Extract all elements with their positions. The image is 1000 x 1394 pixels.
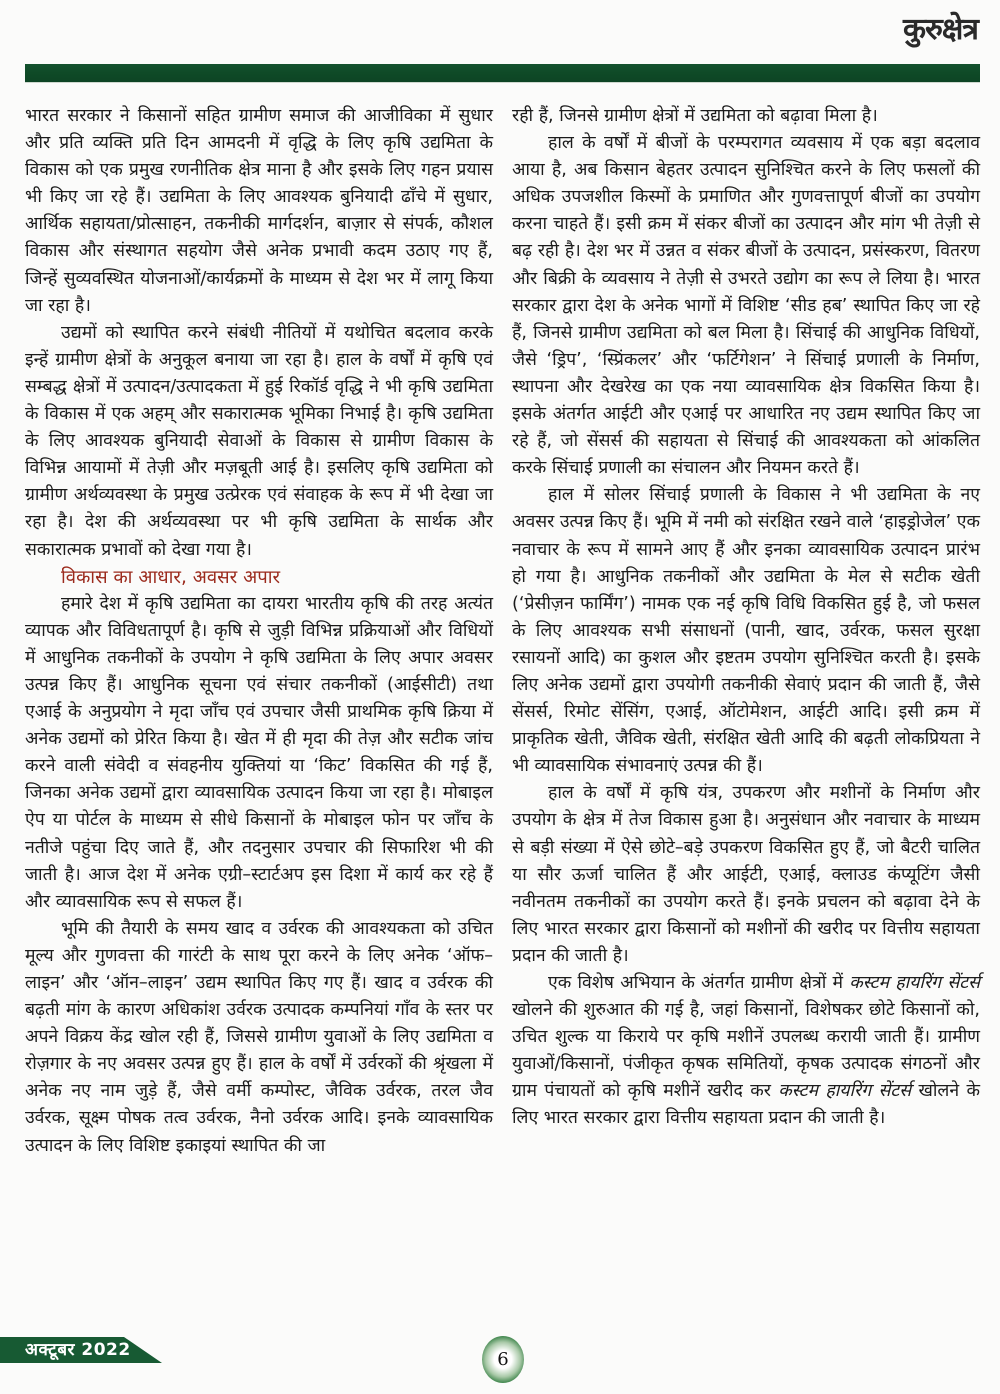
paragraph: हाल के वर्षों में बीजों के परम्परागत व्यवसाय में एक बड़ा बदलाव आया है, अब किसान बेहतर उत्पादन सुनिश्चित करने के लिए फसलों की अधिक उपजशील किस्मों के प्रमाणित और गुणवत्तापूर्ण बीजों का उपयोग करना चाहते हैं। इसी क्रम में संकर बीजों का उत्पादन और मांग भी तेज़ी से बढ़ रही है। देश भर में उन्नत व संकर बीजों के उत्पादन, प्रसंस्करण, वितरण और बिक्री के व्यवसाय ने तेज़ी से उभरते उद्योग का रूप ले लिया है। भारत सरकार द्वारा देश के अनेक भागों में विशिष्ट ‘सीड हब’ स्थापित किए जा रहे हैं, जिनसे ग्रामीण उद्यमिता को बल मिला है। सिंचाई की आधुनिक विधियों, जैसे ‘ड्रिप’, ‘स्प्रिंकलर’ और ‘फर्टिगेशन’ ने सिंचाई प्रणाली के निर्माण, स्थापना और देखरेख का एक नया व्यावसायिक क्षेत्र विकसित किया है। इसके अंतर्गत आईटी और एआई पर आधारित नए उद्यम स्थापित किए जा रहे हैं, जो सेंसर्स की सहायता से सिंचाई की आवश्यकता को आंकलित करके सिंचाई प्रणाली का संचालन और नियमन करते हैं। — [512, 133, 980, 479]
paragraph: भूमि की तैयारी के समय खाद व उर्वरक की आवश्यकता को उचित मूल्य और गुणवत्ता की गारंटी के साथ पूरा करने के लिए अनेक ‘ऑफ–लाइन’ और ‘ऑन–लाइन’ उद्यम स्थापित किए गए हैं। खाद व उर्वरक की बढ़ती मांग के कारण अधिकांश उर्वरक उत्पादक कम्पनियां गाँव के स्तर पर अपने विक्रय केंद्र खोल रही हैं, जिससे ग्रामीण युवाओं के लिए उद्यमिता व रोज़गार के नए अवसर उत्पन्न हुए हैं। हाल के वर्षों में उर्वरकों की श्रृंखला में अनेक नए नाम जुड़े हैं, जैसे वर्मी कम्पोस्ट, जैविक उर्वरक, तरल जैव उर्वरक, सूक्ष्म पोषक तत्व उर्वरक, नैनो उर्वरक आदि। इनके व्यावसायिक उत्पादन के लिए विशिष्ट इकाइयां स्थापित की जा — [25, 918, 493, 1156]
section-heading: विकास का आधार, अवसर अपार — [61, 566, 281, 588]
text-run: खोलने की शुरुआत की गई है, जहां किसानों, विशेषकर छोटे किसानों को, उचित शुल्क या किराये पर कृषि मशीनें उपलब्ध करायी जाती हैं। ग्रामीण युवाओं/किसानों, पंजीकृत कृषक समितियों, कृषक उत्पादक संगठनों और ग्राम पंचायतों को कृषि मशीनें खरीद कर — [512, 1000, 980, 1102]
paragraph-continuation: रही हैं, जिनसे ग्रामीण क्षेत्रों में उद्यमिता को बढ़ावा मिला है। — [512, 106, 878, 126]
italic-term: कस्टम हायरिंग सेंटर्स — [778, 1081, 912, 1102]
article-body — [25, 103, 980, 1160]
paragraph: भारत सरकार ने किसानों सहित ग्रामीण समाज की आजीविका में सुधार और प्रति व्यक्ति प्रति दिन आमदनी में वृद्धि के लिए कृषि उद्यमिता के विकास को एक प्रमुख रणनीतिक क्षेत्र माना है और इसके लिए गहन प्रयास भी किए जा रहे हैं। उद्यमिता के लिए आवश्यक बुनियादी ढाँचे में सुधार, आर्थिक सहायता/प्रोत्साहन, तकनीकी मार्गदर्शन, बाज़ार से संपर्क, कौशल विकास और संस्थागत सहयोग जैसे अनेक प्रभावी कदम उठाए गए हैं, जिन्हें सुव्यवस्थित योजनाओं/कार्यक्रमों के माध्यम से देश भर में लागू किया जा रहा है। — [25, 106, 493, 316]
right-column — [512, 103, 980, 1160]
italic-term: कस्टम हायरिंग सेंटर्स — [849, 973, 980, 993]
left-column — [25, 103, 493, 1160]
paragraph: हाल में सोलर सिंचाई प्रणाली के विकास ने भी उद्यमिता के नए अवसर उत्पन्न किए हैं। भूमि में नमी को संरक्षित रखने वाले ‘हाइड्रोजेल’ एक नवाचार के रूप में सामने आए हैं और इनका व्यावसायिक उत्पादन प्रारंभ हो गया है। आधुनिक तकनीकों और उद्यमिता के मेल से सटीक खेती (‘प्रेसीज़न फार्मिंग’) नामक एक नई कृषि विधि विकसित हुई है, जो फसल के लिए आवश्यक सभी संसाधनों (पानी, खाद, उर्वरक, फसल सुरक्षा रसायनों आदि) का कुशल और इष्टतम उपयोग सुनिश्चित करती है। इसके लिए अनेक उद्यमों द्वारा उपयोगी तकनीकी सेवाएं प्रदान की जाती हैं, जैसे सेंसर्स, रिमोट सेंसिंग, एआई, ऑटोमेशन, आईटी आदि। इसी क्रम में प्राकृतिक खेती, जैविक खेती, संरक्षित खेती आदि की बढ़ती लोकप्रियता ने भी व्यावसायिक संभावनाएं उत्पन्न की हैं। — [512, 485, 980, 777]
paragraph — [512, 970, 980, 1133]
page-number: 6 — [482, 1336, 524, 1383]
masthead-title: कुरुक्षेत्र — [902, 12, 978, 47]
paragraph: उद्यमों को स्थापित करने संबंधी नीतियों में यथोचित बदलाव करके इन्हें ग्रामीण क्षेत्रों के अनुकूल बनाया जा रहा है। हाल के वर्षों में कृषि एवं सम्बद्ध क्षेत्रों में उत्पादन/उत्पादकता में हुई रिकॉर्ड वृद्धि ने भी कृषि उद्यमिता के विकास में एक अहम् और सकारात्मक भूमिका निभाई है। कृषि उद्यमिता के लिए आवश्यक बुनियादी सेवाओं के विकास से ग्रामीण विकास के विभिन्न आयामों में तेज़ी और मज़बूती आई है। इसलिए कृषि उद्यमिता को ग्रामीण अर्थव्यवस्था के प्रमुख उत्प्रेरक एवं संवाहक के रूप में भी देखा जा रहा है। देश की अर्थव्यवस्था पर भी कृषि उद्यमिता के सार्थक और सकारात्मक प्रभावों को देखा गया है। — [25, 322, 493, 560]
paragraph: हाल के वर्षों में कृषि यंत्र, उपकरण और मशीनों के निर्माण और उपयोग के क्षेत्र में तेज विकास हुआ है। अनुसंधान और नवाचार के माध्यम से बड़ी संख्या में ऐसे छोटे–बड़े उपकरण विकसित हुए हैं, जो बैटरी चालित या सौर ऊर्जा चालित हैं और आईटी, एआई, क्लाउड कंप्यूटिंग जैसी नवीनतम तकनीकों का उपयोग करते हैं। इनके प्रचलन को बढ़ावा देने के लिए भारत सरकार द्वारा किसानों को मशीनों की खरीद पर वित्तीय सहायता प्रदान की जाती है। — [512, 783, 980, 966]
issue-date: अक्टूबर 2022 — [25, 1340, 131, 1360]
text-run: खोलने के लिए भारत सरकार द्वारा वित्तीय सहायता प्रदान की जाती है। — [512, 1081, 980, 1129]
header-green-band — [25, 64, 980, 82]
paragraph: हमारे देश में कृषि उद्यमिता का दायरा भारतीय कृषि की तरह अत्यंत व्यापक और विविधतापूर्ण है। कृषि से जुड़ी विभिन्न प्रक्रियाओं और विधियों में आधुनिक तकनीकों के उपयोग ने कृषि उद्यमिता के लिए अपार अवसर उत्पन्न किए हैं। आधुनिक सूचना एवं संचार तकनीकों (आईसीटी) तथा एआई के अनुप्रयोग ने मृदा जाँच एवं उपचार जैसी प्राथमिक कृषि क्रिया में अनेक उद्यमों को प्रेरित किया है। खेत में ही मृदा की तेज़ और सटीक जांच करने वाली संवेदी व संवहनीय युक्तियां या ‘किट’ विकसित की गई हैं, जिनका अनेक उद्यमों द्वारा व्यावसायिक उत्पादन किया जा रहा है। मोबाइल ऐप या पोर्टल के माध्यम से सीधे किसानों के मोबाइल फोन पर जाँच के नतीजे पहुंचा दिए जाते हैं, और तदनुसार उपचार की सिफारिश भी की जाती है। आज देश में अनेक एग्री–स्टार्टअप इस दिशा में कार्य कर रहे हैं और व्यावसायिक रूप से सफल हैं। — [25, 593, 493, 912]
text-run: एक विशेष अभियान के अंतर्गत ग्रामीण क्षेत्रों में — [548, 973, 850, 993]
